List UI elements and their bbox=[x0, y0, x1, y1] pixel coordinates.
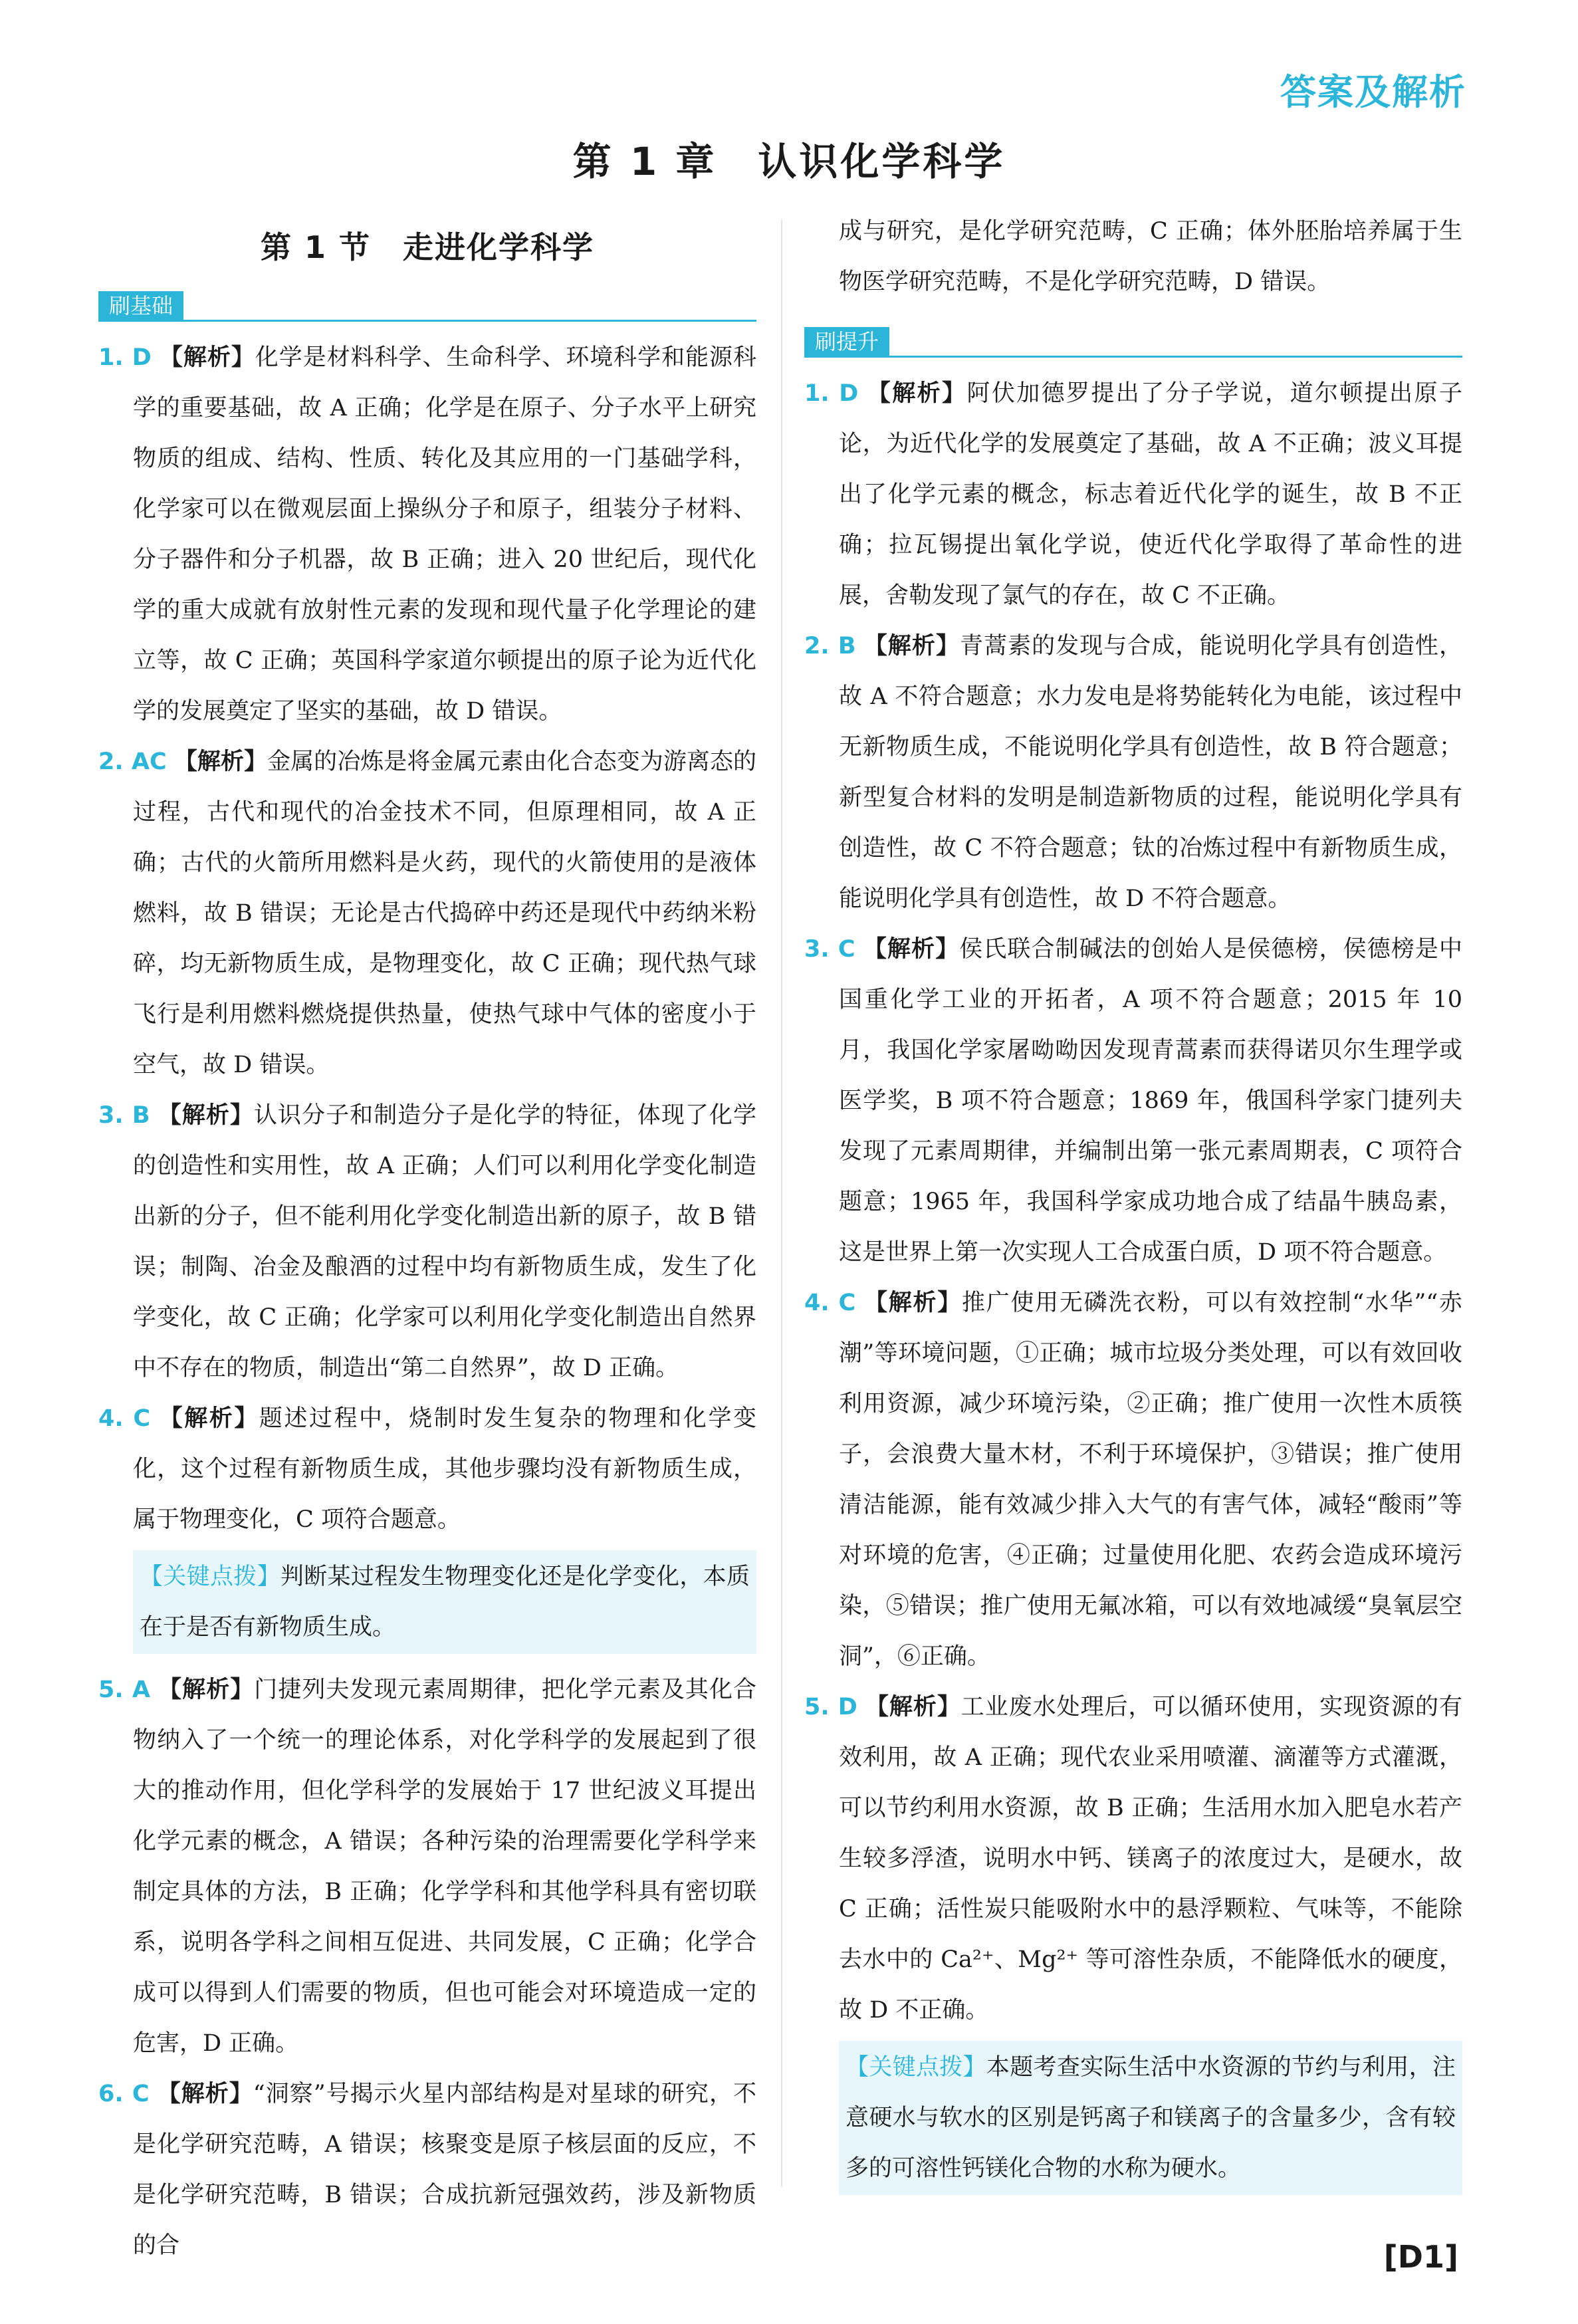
analysis-label: 【解析】 bbox=[863, 936, 960, 963]
analysis-label: 【解析】 bbox=[157, 2081, 253, 2107]
analysis-label: 【解析】 bbox=[158, 1102, 254, 1129]
tag-underline bbox=[804, 356, 1462, 358]
keypoint-text bbox=[845, 2042, 1456, 2194]
analysis-label: 【解析】 bbox=[159, 1405, 259, 1432]
analysis-label: 【解析】 bbox=[864, 1290, 962, 1316]
answer-number: 5. D bbox=[804, 1694, 857, 1720]
analysis-text: “洞察”号揭示火星内部结构是对星球的研究，不是化学研究范畴，A 错误；核聚变是原子核层面的反应，不是化学研究范畴，B 错误；合成抗新冠强效药，涉及新物质的合 bbox=[133, 2081, 756, 2259]
answer-number: 4. C bbox=[98, 1405, 151, 1432]
answer-item bbox=[98, 332, 756, 737]
answer-item bbox=[804, 368, 1462, 621]
section-tag-advanced bbox=[804, 327, 1462, 358]
analysis-label: 【解析】 bbox=[867, 380, 967, 407]
answer-number: 3. C bbox=[804, 936, 855, 963]
answer-number: 1. D bbox=[804, 380, 859, 407]
analysis-text: 金属的冶炼是将金属元素由化合态变为游离态的过程，古代和现代的冶金技术不同，但原理相同，故 A 正确；古代的火箭所用燃料是火药，现代的火箭使用的是液体燃料，故 B 错误；无论是古代捣碎中药还是现代中药纳米粉碎，均无新物质生成，是物理变化，故 C 正确；现代热气球飞行是利用燃料燃烧提供热量，使热气球中气体的密度小于空气，故 D 错误。 bbox=[133, 749, 756, 1078]
answer-item bbox=[98, 2069, 756, 2271]
analysis-text: 化学是材料科学、生命科学、环境科学和能源科学的重要基础，故 A 正确；化学是在原子、分子水平上研究物质的组成、结构、性质、转化及其应用的一门基础学科，化学家可以在微观层面上操纵分子和原子，组装分子材料、分子器件和分子机器，故 B 正确；进入 20 世纪后，现代化学的重大成就有放射性元素的发现和现代量子化学理论的建立等，故 C 正确；英国科学家道尔顿提出的原子论为近代化学的发展奠定了坚实的基础，故 D 错误。 bbox=[133, 344, 756, 725]
analysis-text: 工业废水处理后，可以循环使用，实现资源的有效利用，故 A 正确；现代农业采用喷灌、滴灌等方式灌溉，可以节约利用水资源，故 B 正确；生活用水加入肥皂水若产生较多浮渣，说明水中钙、镁离子的浓度过大，是硬水，故 C 正确；活性炭只能吸附水中的悬浮颗粒、气味等，不能除去水中的 Ca²⁺、Mg²⁺ 等可溶性杂质，不能降低水的硬度，故 D 不正确。 bbox=[839, 1694, 1462, 2024]
answer-item bbox=[804, 621, 1462, 924]
keypoint-box bbox=[839, 2041, 1462, 2195]
keypoint-text bbox=[140, 1552, 750, 1653]
answer-number: 5. A bbox=[98, 1677, 150, 1703]
analysis-label: 【解析】 bbox=[865, 1694, 961, 1720]
analysis-text: 青蒿素的发现与合成，能说明化学具有创造性，故 A 不符合题意；水力发电是将势能转化为电能，该过程中无新物质生成，不能说明化学具有创造性，故 B 符合题意；新型复合材料的发明是制造新物质的过程，能说明化学具有创造性，故 C 不符合题意；钛的冶炼过程中有新物质生成，能说明化学具有创造性，故 D 不符合题意。 bbox=[839, 633, 1462, 912]
keypoint-box bbox=[133, 1550, 756, 1654]
analysis-label: 【解析】 bbox=[158, 1677, 255, 1703]
keypoint-body: 判断某过程发生物理变化还是化学变化，本质在于是否有新物质生成。 bbox=[140, 1564, 750, 1641]
answer-item bbox=[98, 1393, 756, 1545]
header-label: 答案及解析 bbox=[1280, 71, 1466, 113]
analysis-text: 门捷列夫发现元素周期律，把化学元素及其化合物纳入了一个统一的理论体系，对化学科学的发展起到了很大的推动作用，但化学科学的发展始于 17 世纪波义耳提出化学元素的概念，A 错误；各种污染的治理需要化学科学来制定具体的方法，B 正确；化学学科和其他学科具有密切联系，说明各学科之间相互促进、共同发展，C 正确；化学合成可以得到人们需要的物质，但也可能会对环境造成一定的危害，D 正确。 bbox=[133, 1677, 756, 2057]
analysis-text: 侯氏联合制碱法的创始人是侯德榜，侯德榜是中国重化学工业的开拓者，A 项不符合题意；2015 年 10 月，我国化学家屠呦呦因发现青蒿素而获得诺贝尔生理学或医学奖，B 项不符合题意；1869 年，俄国科学家门捷列夫发现了元素周期律，并编制出第一张元素周期表，C 项符合题意；1965 年，我国科学家成功地合成了结晶牛胰岛素，这是世界上第一次实现人工合成蛋白质，D 项不符合题意。 bbox=[839, 936, 1462, 1266]
answer-number: 2. AC bbox=[98, 749, 167, 775]
keypoint-body: 本题考查实际生活中水资源的节约与利用，注意硬水与软水的区别是钙离子和镁离子的含量多少，含有较多的可溶性钙镁化合物的水称为硬水。 bbox=[845, 2054, 1456, 2182]
section-tag-basic bbox=[98, 291, 756, 322]
tag-label: 刷基础 bbox=[98, 291, 183, 320]
answer-number: 4. C bbox=[804, 1290, 856, 1316]
answer-item bbox=[804, 1278, 1462, 1682]
analysis-label: 【解析】 bbox=[159, 344, 255, 371]
left-column bbox=[98, 206, 756, 2271]
answer-number: 6. C bbox=[98, 2081, 150, 2107]
answer-item bbox=[804, 924, 1462, 1278]
answer-item bbox=[804, 1682, 1462, 2035]
analysis-text: 推广使用无磷洗衣粉，可以有效控制“水华”“赤潮”等环境问题，①正确；城市垃圾分类处理，可以有效回收利用资源，减少环境污染，②正确；推广使用一次性木质筷子，会浪费大量木材，不利于环境保护，③错误；推广使用清洁能源，能有效减少排入大气的有害气体，减轻“酸雨”等对环境的危害，④正确；过量使用化肥、农药会造成环境污染，⑤错误；推广使用无氟冰箱，可以有效地减缓“臭氧层空洞”，⑥正确。 bbox=[839, 1290, 1462, 1670]
answer-item bbox=[98, 1090, 756, 1393]
answer-item bbox=[98, 737, 756, 1090]
analysis-text: 题述过程中，烧制时发生复杂的物理和化学变化，这个过程有新物质生成，其他步骤均没有新物质生成，属于物理变化，C 项符合题意。 bbox=[133, 1405, 756, 1533]
keypoint-label: 【关键点拨】 bbox=[140, 1564, 281, 1590]
analysis-text: 认识分子和制造分子是化学的特征，体现了化学的创造性和实用性，故 A 正确；人们可以利用化学变化制造出新的分子，但不能利用化学变化制造出新的原子，故 B 错误；制陶、冶金及酿酒的过程中均有新物质生成，发生了化学变化，故 C 正确；化学家可以利用化学变化制造出自然界中不存在的物质，制造出“第二自然界”，故 D 正确。 bbox=[133, 1102, 756, 1381]
answer-number: 2. B bbox=[804, 633, 856, 659]
keypoint-label: 【关键点拨】 bbox=[845, 2054, 986, 2081]
analysis-label: 【解析】 bbox=[173, 749, 268, 775]
continuation-text: 成与研究，是化学研究范畴，C 正确；体外胚胎培养属于生物医学研究范畴，不是化学研究范畴，D 错误。 bbox=[839, 218, 1462, 295]
answer-number: 3. B bbox=[98, 1102, 150, 1129]
answer-item bbox=[98, 1665, 756, 2069]
analysis-text: 阿伏加德罗提出了分子学说，道尔顿提出原子论，为近代化学的发展奠定了基础，故 A 不正确；波义耳提出了化学元素的概念，标志着近代化学的诞生，故 B 不正确；拉瓦锡提出氧化学说，使近代化学取得了革命性的进展，舍勒发现了氯气的存在，故 C 不正确。 bbox=[839, 380, 1462, 609]
tag-label: 刷提升 bbox=[804, 327, 889, 356]
analysis-label: 【解析】 bbox=[863, 633, 960, 659]
tag-underline bbox=[98, 320, 756, 322]
section-title: 第 1 节 走进化学科学 bbox=[260, 229, 595, 265]
column-divider bbox=[781, 219, 782, 2187]
page-number: [D1] bbox=[1383, 2239, 1458, 2275]
chapter-title: 第 1 章 认识化学科学 bbox=[572, 139, 1006, 184]
right-column bbox=[804, 206, 1462, 2206]
answer-number: 1. D bbox=[98, 344, 152, 371]
